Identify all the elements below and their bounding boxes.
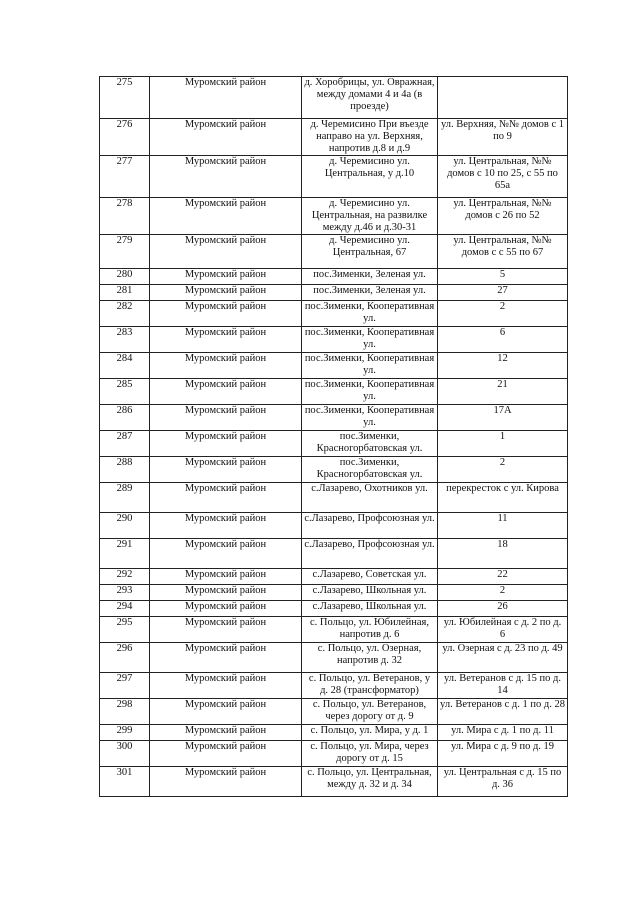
row-district: Муромский район — [150, 457, 302, 483]
row-houses: ул. Центральная, №№ домов с 26 по 52 — [438, 198, 568, 235]
row-number: 300 — [100, 741, 150, 767]
row-number: 284 — [100, 353, 150, 379]
row-district: Муромский район — [150, 156, 302, 198]
row-number: 287 — [100, 431, 150, 457]
row-district: Муромский район — [150, 285, 302, 301]
row-address: с. Польцо, ул. Центральная, между д. 32 и д. 34 — [302, 767, 438, 797]
row-houses: перекресток с ул. Кирова — [438, 483, 568, 513]
row-address: д. Хоробрицы, ул. Овражная, между домами 4 и 4а (в проезде) — [302, 77, 438, 119]
row-address: с. Польцо, ул. Озерная, напротив д. 32 — [302, 643, 438, 673]
row-address: пос.Зименки, Кооперативная ул. — [302, 353, 438, 379]
row-number: 279 — [100, 235, 150, 269]
row-address: д. Черемисино ул. Центральная, у д.10 — [302, 156, 438, 198]
row-number: 292 — [100, 569, 150, 585]
row-address: пос.Зименки, Красногорбатовская ул. — [302, 431, 438, 457]
table-row — [100, 585, 568, 601]
row-houses: 2 — [438, 585, 568, 601]
table-row — [100, 725, 568, 741]
row-number: 280 — [100, 269, 150, 285]
table-row — [100, 379, 568, 405]
row-district: Муромский район — [150, 431, 302, 457]
row-address: с.Лазарево, Школьная ул. — [302, 601, 438, 617]
row-houses: 12 — [438, 353, 568, 379]
container-sites-table — [99, 76, 568, 797]
row-houses: 17А — [438, 405, 568, 431]
row-district: Муромский район — [150, 301, 302, 327]
row-district: Муромский район — [150, 741, 302, 767]
row-number: 278 — [100, 198, 150, 235]
table-row — [100, 513, 568, 539]
table-row — [100, 601, 568, 617]
table-row — [100, 301, 568, 327]
row-district: Муромский район — [150, 699, 302, 725]
row-houses: ул. Центральная, №№ домов с с 55 по 67 — [438, 235, 568, 269]
row-houses: ул. Ветеранов с д. 15 по д. 14 — [438, 673, 568, 699]
row-district: Муромский район — [150, 643, 302, 673]
row-address: д. Черемисино При въезде направо на ул. Верхняя, напротив д.8 и д.9 — [302, 119, 438, 156]
row-number: 297 — [100, 673, 150, 699]
table-row — [100, 405, 568, 431]
row-houses: 5 — [438, 269, 568, 285]
row-district: Муромский район — [150, 539, 302, 569]
row-number: 289 — [100, 483, 150, 513]
row-number: 298 — [100, 699, 150, 725]
row-houses: 18 — [438, 539, 568, 569]
table-body — [100, 77, 568, 797]
table-row — [100, 327, 568, 353]
row-address: пос.Зименки, Красногорбатовская ул. — [302, 457, 438, 483]
row-district: Муромский район — [150, 483, 302, 513]
row-district: Муромский район — [150, 569, 302, 585]
table-row — [100, 198, 568, 235]
row-houses: 21 — [438, 379, 568, 405]
row-district: Муромский район — [150, 617, 302, 643]
row-district: Муромский район — [150, 77, 302, 119]
table-row — [100, 77, 568, 119]
table-row — [100, 431, 568, 457]
row-address: пос.Зименки, Зеленая ул. — [302, 285, 438, 301]
row-houses: ул. Озерная с д. 23 по д. 49 — [438, 643, 568, 673]
table-row — [100, 285, 568, 301]
row-number: 277 — [100, 156, 150, 198]
row-houses: 2 — [438, 301, 568, 327]
row-address: с.Лазарево, Школьная ул. — [302, 585, 438, 601]
row-number: 281 — [100, 285, 150, 301]
row-number: 299 — [100, 725, 150, 741]
row-address: с. Польцо, ул. Мира, через дорогу от д. 15 — [302, 741, 438, 767]
row-houses: 6 — [438, 327, 568, 353]
row-houses: ул. Юбилейная с д. 2 по д. 6 — [438, 617, 568, 643]
row-district: Муромский район — [150, 235, 302, 269]
table-row — [100, 617, 568, 643]
row-district: Муромский район — [150, 513, 302, 539]
row-number: 295 — [100, 617, 150, 643]
row-houses: 26 — [438, 601, 568, 617]
row-houses — [438, 77, 568, 119]
row-number: 275 — [100, 77, 150, 119]
row-number: 285 — [100, 379, 150, 405]
row-houses: 27 — [438, 285, 568, 301]
row-district: Муромский район — [150, 405, 302, 431]
table-row — [100, 483, 568, 513]
row-address: пос.Зименки, Зеленая ул. — [302, 269, 438, 285]
row-houses: ул. Центральная с д. 15 по д. 36 — [438, 767, 568, 797]
row-number: 286 — [100, 405, 150, 431]
row-district: Муромский район — [150, 379, 302, 405]
row-address: с. Польцо, ул. Ветеранов, у д. 28 (трансформатор) — [302, 673, 438, 699]
row-district: Муромский район — [150, 601, 302, 617]
table-row — [100, 569, 568, 585]
row-houses: 22 — [438, 569, 568, 585]
row-address: с. Польцо, ул. Ветеранов, через дорогу от д. 9 — [302, 699, 438, 725]
row-number: 282 — [100, 301, 150, 327]
row-address: пос.Зименки, Кооперативная ул. — [302, 327, 438, 353]
row-houses: ул. Мира с д. 1 по д. 11 — [438, 725, 568, 741]
row-address: с.Лазарево, Советская ул. — [302, 569, 438, 585]
table-row — [100, 767, 568, 797]
row-district: Муромский район — [150, 585, 302, 601]
row-number: 296 — [100, 643, 150, 673]
table-row — [100, 673, 568, 699]
row-address: пос.Зименки, Кооперативная ул. — [302, 301, 438, 327]
row-number: 294 — [100, 601, 150, 617]
table-row — [100, 457, 568, 483]
row-district: Муромский район — [150, 327, 302, 353]
row-number: 293 — [100, 585, 150, 601]
table-row — [100, 235, 568, 269]
row-district: Муромский район — [150, 725, 302, 741]
row-address: пос.Зименки, Кооперативная ул. — [302, 405, 438, 431]
row-houses: ул. Мира с д. 9 по д. 19 — [438, 741, 568, 767]
row-address: с.Лазарево, Профсоюзная ул. — [302, 513, 438, 539]
table-row — [100, 741, 568, 767]
row-district: Муромский район — [150, 269, 302, 285]
row-number: 290 — [100, 513, 150, 539]
table-row — [100, 699, 568, 725]
table-row — [100, 156, 568, 198]
row-number: 276 — [100, 119, 150, 156]
row-number: 301 — [100, 767, 150, 797]
row-district: Муромский район — [150, 767, 302, 797]
table-row — [100, 269, 568, 285]
row-number: 288 — [100, 457, 150, 483]
table-row — [100, 539, 568, 569]
row-houses: ул. Центральная, №№ домов с 10 по 25, с 55 по 65а — [438, 156, 568, 198]
table-row — [100, 643, 568, 673]
row-houses: ул. Ветеранов с д. 1 по д. 28 — [438, 699, 568, 725]
row-number: 291 — [100, 539, 150, 569]
row-houses: 11 — [438, 513, 568, 539]
row-address: с.Лазарево, Профсоюзная ул. — [302, 539, 438, 569]
table-row — [100, 119, 568, 156]
row-district: Муромский район — [150, 353, 302, 379]
row-district: Муромский район — [150, 119, 302, 156]
row-district: Муромский район — [150, 198, 302, 235]
row-number: 283 — [100, 327, 150, 353]
row-houses: 1 — [438, 431, 568, 457]
row-houses: 2 — [438, 457, 568, 483]
row-address: с.Лазарево, Охотников ул. — [302, 483, 438, 513]
row-address: с. Польцо, ул. Юбилейная, напротив д. 6 — [302, 617, 438, 643]
row-address: с. Польцо, ул. Мира, у д. 1 — [302, 725, 438, 741]
row-address: д. Черемисино ул. Центральная, 67 — [302, 235, 438, 269]
row-address: д. Черемисино ул. Центральная, на развилке между д.46 и д.30-31 — [302, 198, 438, 235]
row-district: Муромский район — [150, 673, 302, 699]
row-address: пос.Зименки, Кооперативная ул. — [302, 379, 438, 405]
table-row — [100, 353, 568, 379]
row-houses: ул. Верхняя, №№ домов с 1 по 9 — [438, 119, 568, 156]
